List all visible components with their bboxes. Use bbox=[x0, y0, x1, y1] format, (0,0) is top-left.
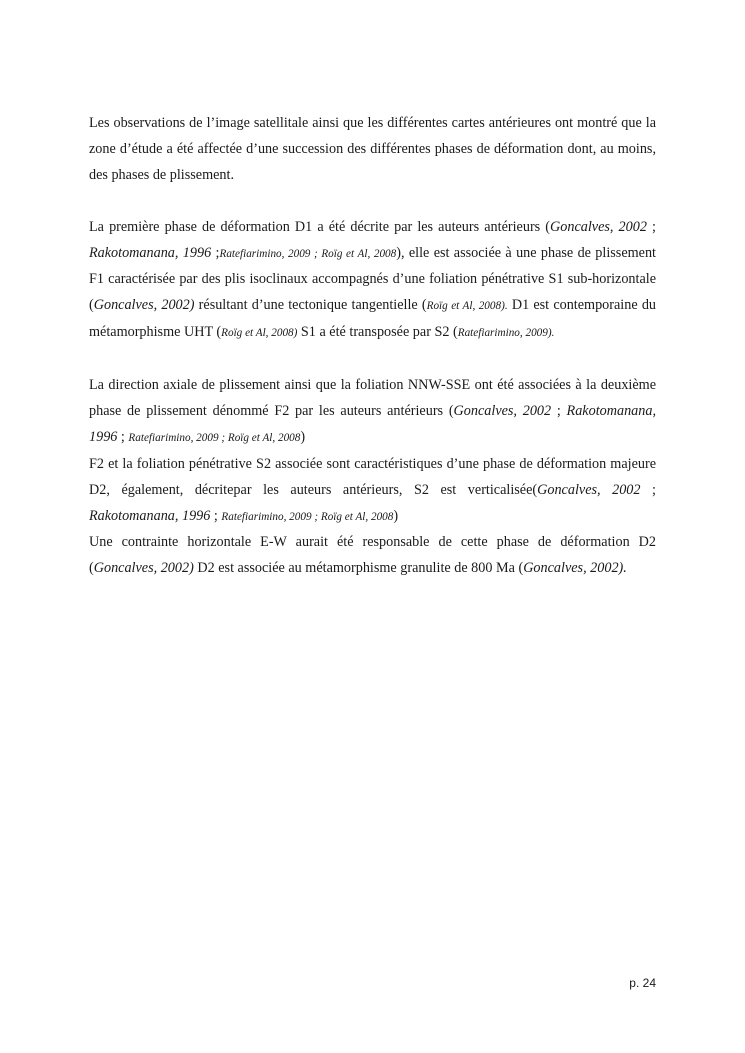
text-run: La première phase de déformation D1 a été décrite par les auteurs antérieurs ( bbox=[89, 218, 551, 235]
citation: Rakotomanana, 1996 bbox=[89, 507, 211, 524]
text-run: ; bbox=[646, 218, 656, 235]
citation: Goncalves, 2002 bbox=[537, 481, 641, 498]
paragraph-observations bbox=[89, 111, 656, 189]
text-run: ) bbox=[393, 507, 399, 524]
citation: Ratefiarimino, 2009 ; Roïg et Al, 2008 bbox=[219, 247, 397, 260]
paragraph-horizontal-stress bbox=[89, 530, 656, 582]
text-run: D1 est contemporaine du métamorphisme UHT ( bbox=[89, 297, 657, 341]
body-text bbox=[89, 111, 656, 582]
text-run: Les observations de l’image satellitale ainsi que les différentes cartes antérieures ont montré que la zone d’étude a été affectée d’une succession des différentes phases de déformation dont, au moins, des phases de plissement. bbox=[89, 115, 656, 183]
text-run: La direction axiale de plissement ainsi que la foliation NNW-SSE ont été associées à la deuxième phase de plissement dénommé F2 par les auteurs antérieurs ( bbox=[89, 377, 656, 419]
citation: Ratefiarimino, 2009 ; Roïg et Al, 2008 bbox=[221, 510, 394, 523]
paragraph-axial-direction bbox=[89, 373, 656, 452]
text-run: ; bbox=[640, 481, 656, 498]
citation: Roïg et Al, 2008) bbox=[221, 327, 298, 340]
citation: Goncalves, 2002). bbox=[523, 560, 627, 577]
text-run: F2 et la foliation pénétrative S2 associée sont caractéristiques d’une phase de déformation majeure D2, également, décritepar les auteurs antérieurs, S2 est verticalisée( bbox=[89, 455, 656, 498]
citation: Rakotomanana, 1996 bbox=[89, 244, 212, 261]
citation: Goncalves, 2002 bbox=[453, 402, 552, 419]
text-run: ; bbox=[551, 402, 567, 419]
citation: Goncalves, 2002) bbox=[93, 297, 195, 314]
text-run: ) bbox=[300, 428, 306, 445]
text-run: ; bbox=[210, 507, 222, 524]
citation: Roïg et Al, 2008). bbox=[426, 300, 508, 313]
citation: Goncalves, 2002 bbox=[550, 218, 647, 235]
text-run: ; bbox=[211, 244, 220, 261]
text-run: résultant d’une tectonique tangentielle ( bbox=[194, 297, 427, 314]
text-run: S1 a été transposée par S2 ( bbox=[297, 324, 458, 341]
page-number: p. 24 bbox=[629, 976, 656, 990]
citation: Rakotomanana, 1996 bbox=[89, 402, 656, 445]
citation: Ratefiarimino, 2009). bbox=[457, 327, 555, 340]
text-run: ), elle est associée à une phase de plissement F1 caractérisée par des plis isoclinaux accompagnés d’une foliation pénétrative S1 sub-horizontale ( bbox=[89, 244, 656, 314]
text-run: Une contrainte horizontale E-W aurait été responsable de cette phase de déformation D2 ( bbox=[89, 534, 656, 577]
paragraph-phase-d2 bbox=[89, 452, 656, 531]
text-run: ; bbox=[117, 428, 129, 445]
paragraph-phase-d1 bbox=[89, 215, 656, 348]
citation: Goncalves, 2002) bbox=[93, 560, 194, 577]
citation: Ratefiarimino, 2009 ; Roïg et Al, 2008 bbox=[128, 431, 301, 444]
text-run: D2 est associée au métamorphisme granulite de 800 Ma ( bbox=[193, 560, 524, 577]
